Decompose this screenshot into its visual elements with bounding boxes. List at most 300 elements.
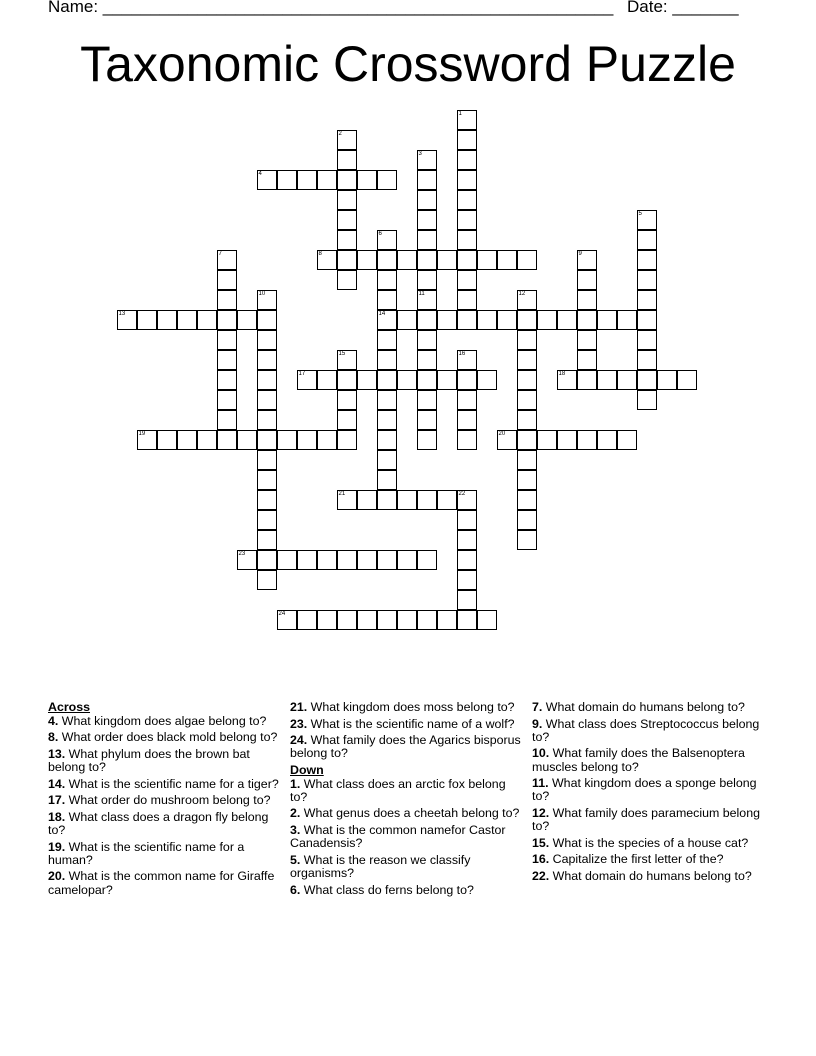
crossword-cell[interactable] (337, 250, 357, 270)
crossword-cell[interactable] (337, 490, 357, 510)
crossword-cell[interactable] (517, 410, 537, 430)
clue-text: What class does a dragon fly belong to? (48, 809, 269, 838)
crossword-cell[interactable] (537, 430, 557, 450)
crossword-cell[interactable] (137, 430, 157, 450)
crossword-cell[interactable] (217, 370, 237, 390)
crossword-cell[interactable] (417, 170, 437, 190)
across-clue (48, 748, 280, 774)
clue-number: 8 (318, 250, 322, 257)
clue-text: What family does the Balsenoptera muscles belong to? (532, 746, 745, 774)
crossword-cell[interactable] (517, 510, 537, 530)
crossword-cell[interactable] (637, 270, 657, 290)
clue-number-label: 5. (290, 852, 301, 867)
crossword-cell[interactable] (417, 550, 437, 570)
down-clue-list (290, 778, 522, 897)
crossword-cell[interactable] (517, 290, 537, 310)
crossword-cell[interactable] (517, 450, 537, 470)
across-clue (48, 870, 280, 896)
clue-text: What family does the Agarics bisporus belong to? (290, 733, 521, 761)
clue-text: What kingdom does moss belong to? (307, 700, 515, 714)
crossword-cell[interactable] (377, 450, 397, 470)
crossword-cell[interactable] (617, 430, 637, 450)
crossword-cell[interactable] (417, 490, 437, 510)
crossword-cell[interactable] (397, 310, 417, 330)
crossword-cell[interactable] (457, 210, 477, 230)
clue-text: What is the scientific name for a human? (48, 839, 245, 867)
crossword-cell[interactable] (457, 250, 477, 270)
crossword-cell[interactable] (377, 310, 397, 330)
down-clue (532, 777, 764, 803)
across-clue (48, 778, 280, 791)
clue-number: 24 (278, 610, 286, 617)
crossword-cell[interactable] (577, 270, 597, 290)
down-clue (290, 884, 522, 897)
crossword-cell[interactable] (617, 310, 637, 330)
across-clue (290, 734, 522, 760)
clue-text: What domain do humans belong to? (542, 700, 745, 714)
clue-column-3 (532, 701, 764, 887)
crossword-cell[interactable] (397, 610, 417, 630)
clue-text: What is the common namefor Castor Canadensis? (290, 823, 506, 851)
crossword-cell[interactable] (257, 490, 277, 510)
crossword-cell[interactable] (257, 430, 277, 450)
crossword-cell[interactable] (197, 430, 217, 450)
clue-number: 21 (338, 490, 346, 497)
crossword-cell[interactable] (517, 250, 537, 270)
crossword-cell[interactable] (517, 430, 537, 450)
clue-text: What class does an arctic fox belong to? (290, 776, 506, 804)
crossword-cell[interactable] (377, 270, 397, 290)
crossword-cell[interactable] (357, 550, 377, 570)
crossword-cell[interactable] (577, 370, 597, 390)
crossword-cell[interactable] (357, 370, 377, 390)
crossword-cell[interactable] (157, 430, 177, 450)
crossword-cell[interactable] (417, 350, 437, 370)
clue-number-label: 19. (48, 839, 66, 854)
crossword-cell[interactable] (257, 390, 277, 410)
crossword-cell[interactable] (217, 350, 237, 370)
across-clue (48, 841, 280, 867)
crossword-cell[interactable] (517, 330, 537, 350)
clue-number-label: 1. (290, 776, 301, 791)
crossword-cell[interactable] (477, 370, 497, 390)
crossword-cell[interactable] (457, 590, 477, 610)
crossword-cell[interactable] (337, 370, 357, 390)
crossword-cell[interactable] (457, 570, 477, 590)
clue-number: 11 (418, 290, 425, 297)
crossword-cell[interactable] (357, 610, 377, 630)
clue-column-2 (290, 701, 522, 900)
crossword-cell[interactable] (417, 310, 437, 330)
crossword-cell[interactable] (217, 310, 237, 330)
crossword-cell[interactable] (377, 350, 397, 370)
across-clue (48, 794, 280, 807)
clue-text: What class does Streptococcus belong to? (532, 716, 760, 744)
crossword-cell[interactable] (297, 170, 317, 190)
crossword-cell[interactable] (437, 610, 457, 630)
clue-number: 7 (218, 250, 222, 257)
crossword-cell[interactable] (517, 370, 537, 390)
clue-number: 9 (578, 250, 582, 257)
clue-number-label: 17. (48, 793, 66, 808)
crossword-cell[interactable] (217, 290, 237, 310)
crossword-cell[interactable] (257, 510, 277, 530)
clue-number: 2 (338, 130, 342, 137)
across-clue (48, 811, 280, 837)
crossword-cell[interactable] (297, 610, 317, 630)
across-clue-list-continued (290, 701, 522, 761)
crossword-cell[interactable] (417, 410, 437, 430)
down-clue-list-continued (532, 701, 764, 883)
crossword-cell[interactable] (577, 310, 597, 330)
crossword-cell[interactable] (417, 390, 437, 410)
crossword-cell[interactable] (577, 290, 597, 310)
crossword-cell[interactable] (517, 310, 537, 330)
crossword-cell[interactable] (257, 370, 277, 390)
crossword-cell[interactable] (457, 170, 477, 190)
clue-number-label: 11. (532, 776, 549, 791)
crossword-cell[interactable] (457, 610, 477, 630)
crossword-cell[interactable] (217, 250, 237, 270)
crossword-cell[interactable] (437, 250, 457, 270)
clue-number: 19 (138, 430, 146, 437)
crossword-cell[interactable] (177, 310, 197, 330)
crossword-cell[interactable] (317, 430, 337, 450)
crossword-cell[interactable] (217, 330, 237, 350)
crossword-cell[interactable] (497, 250, 517, 270)
crossword-cell[interactable] (217, 270, 237, 290)
crossword-cell[interactable] (417, 430, 437, 450)
crossword-cell[interactable] (257, 310, 277, 330)
crossword-cell[interactable] (277, 550, 297, 570)
clue-text: What kingdom does algae belong to? (58, 713, 267, 728)
crossword-cell[interactable] (297, 430, 317, 450)
down-clue (290, 824, 522, 850)
crossword-cell[interactable] (317, 250, 337, 270)
clue-number: 22 (458, 490, 466, 497)
clue-text: What phylum does the brown bat belong to? (48, 746, 250, 775)
clue-number-label: 10. (532, 746, 550, 761)
crossword-cell[interactable] (317, 170, 337, 190)
crossword-cell[interactable] (337, 150, 357, 170)
crossword-cell[interactable] (377, 410, 397, 430)
crossword-cell[interactable] (517, 530, 537, 550)
crossword-cell[interactable] (277, 170, 297, 190)
crossword-cell[interactable] (417, 290, 437, 310)
crossword-cell[interactable] (397, 250, 417, 270)
crossword-cell[interactable] (237, 550, 257, 570)
crossword-cell[interactable] (517, 390, 537, 410)
clue-text: What is the common name for Giraffe camelopar? (48, 869, 275, 897)
crossword-cell[interactable] (117, 310, 137, 330)
across-clue (48, 715, 280, 728)
across-clue (290, 701, 522, 714)
crossword-cell[interactable] (557, 310, 577, 330)
crossword-cell[interactable] (637, 210, 657, 230)
crossword-cell[interactable] (337, 270, 357, 290)
crossword-cell[interactable] (357, 490, 377, 510)
crossword-cell[interactable] (137, 310, 157, 330)
crossword-cell[interactable] (657, 370, 677, 390)
crossword-cell[interactable] (477, 250, 497, 270)
crossword-cell[interactable] (557, 370, 577, 390)
clue-number: 6 (378, 230, 382, 237)
crossword-cell[interactable] (457, 390, 477, 410)
clue-number: 3 (418, 150, 422, 157)
clue-number-label: 4. (48, 713, 59, 728)
crossword-cell[interactable] (377, 290, 397, 310)
crossword-cell[interactable] (377, 250, 397, 270)
crossword-cell[interactable] (197, 310, 217, 330)
crossword-cell[interactable] (457, 490, 477, 510)
clue-number-label: 7. (532, 700, 543, 714)
crossword-cell[interactable] (377, 330, 397, 350)
crossword-cell[interactable] (337, 410, 357, 430)
crossword-cell[interactable] (457, 370, 477, 390)
clue-text: What is the scientific name of a wolf? (307, 716, 515, 731)
crossword-cell[interactable] (637, 290, 657, 310)
clue-number: 15 (338, 350, 346, 357)
down-clue (532, 747, 764, 773)
clue-column-1 (48, 701, 280, 900)
clue-number-label: 2. (290, 806, 301, 821)
clue-number: 17 (298, 370, 306, 377)
crossword-cell[interactable] (417, 370, 437, 390)
crossword-cell[interactable] (337, 550, 357, 570)
crossword-cell[interactable] (477, 310, 497, 330)
down-clue (532, 853, 764, 866)
crossword-cell[interactable] (397, 490, 417, 510)
clue-number-label: 12. (532, 805, 550, 820)
clue-number: 23 (238, 550, 246, 557)
crossword-cell[interactable] (637, 370, 657, 390)
clue-text: What order does black mold belong to? (58, 730, 278, 745)
clue-number-label: 24. (290, 733, 308, 748)
crossword-cell[interactable] (457, 510, 477, 530)
crossword-cell[interactable] (457, 430, 477, 450)
down-clue (532, 807, 764, 833)
crossword-cell[interactable] (597, 370, 617, 390)
crossword-cell[interactable] (337, 190, 357, 210)
crossword-cell[interactable] (377, 170, 397, 190)
crossword-cell[interactable] (417, 610, 437, 630)
crossword-cell[interactable] (257, 290, 277, 310)
clue-text: What is the species of a house cat? (549, 835, 749, 850)
crossword-cell[interactable] (337, 230, 357, 250)
clue-number-label: 16. (532, 852, 550, 867)
crossword-cell[interactable] (417, 270, 437, 290)
clue-number: 12 (518, 290, 526, 297)
crossword-cell[interactable] (637, 310, 657, 330)
clue-number-label: 3. (290, 823, 301, 838)
clue-number-label: 23. (290, 716, 308, 731)
clue-number: 18 (558, 370, 566, 377)
down-clue (290, 778, 522, 804)
crossword-cell[interactable] (257, 330, 277, 350)
crossword-cell[interactable] (377, 430, 397, 450)
crossword-cell[interactable] (637, 230, 657, 250)
crossword-cell[interactable] (217, 410, 237, 430)
crossword-cell[interactable] (577, 250, 597, 270)
crossword-cell[interactable] (337, 430, 357, 450)
crossword-cell[interactable] (457, 530, 477, 550)
crossword-cell[interactable] (337, 390, 357, 410)
crossword-cell[interactable] (457, 290, 477, 310)
across-heading: Across (48, 700, 91, 714)
clue-number-label: 9. (532, 716, 543, 731)
clue-number: 20 (498, 430, 506, 437)
crossword-cell[interactable] (257, 410, 277, 430)
crossword-cell[interactable] (277, 430, 297, 450)
crossword-cell[interactable] (617, 370, 637, 390)
crossword-cell[interactable] (577, 430, 597, 450)
down-clue (290, 854, 522, 880)
clue-number-label: 18. (48, 809, 66, 824)
crossword-cell[interactable] (237, 310, 257, 330)
clue-number: 1 (458, 110, 462, 117)
crossword-cell[interactable] (517, 350, 537, 370)
crossword-cell[interactable] (357, 250, 377, 270)
crossword-cell[interactable] (457, 190, 477, 210)
crossword-cell[interactable] (337, 130, 357, 150)
clue-number: 10 (258, 290, 266, 297)
clue-text: What kingdom does a sponge belong to? (532, 776, 757, 804)
crossword-cell[interactable] (257, 170, 277, 190)
crossword-cell[interactable] (497, 310, 517, 330)
crossword-cell[interactable] (177, 430, 197, 450)
crossword-cell[interactable] (637, 390, 657, 410)
crossword-cell[interactable] (577, 350, 597, 370)
crossword-cell[interactable] (457, 550, 477, 570)
crossword-cell[interactable] (377, 390, 397, 410)
crossword-cell[interactable] (517, 470, 537, 490)
clue-number: 4 (258, 170, 262, 177)
crossword-cell[interactable] (557, 430, 577, 450)
crossword-cell[interactable] (377, 490, 397, 510)
clue-number: 16 (458, 350, 466, 357)
crossword-cell[interactable] (437, 370, 457, 390)
down-heading: Down (290, 762, 324, 777)
crossword-cell[interactable] (257, 550, 277, 570)
crossword-cell[interactable] (377, 610, 397, 630)
crossword-cell[interactable] (317, 370, 337, 390)
crossword-cell[interactable] (417, 150, 437, 170)
across-clue (290, 718, 522, 731)
clue-text: What is the reason we classify organisms? (290, 852, 471, 881)
crossword-cell[interactable] (597, 430, 617, 450)
crossword-cell[interactable] (437, 490, 457, 510)
crossword-cell[interactable] (377, 230, 397, 250)
crossword-cell[interactable] (417, 190, 437, 210)
crossword-cell[interactable] (377, 550, 397, 570)
clue-number: 5 (638, 210, 642, 217)
crossword-cell[interactable] (517, 490, 537, 510)
clue-number-label: 20. (48, 869, 66, 884)
across-clue (48, 731, 280, 744)
date-field-label: Date: _______ (627, 0, 739, 16)
crossword-cell[interactable] (337, 350, 357, 370)
crossword-cell[interactable] (417, 250, 437, 270)
crossword-cell[interactable] (157, 310, 177, 330)
crossword-cell[interactable] (317, 550, 337, 570)
down-clue (532, 870, 764, 883)
crossword-cell[interactable] (637, 330, 657, 350)
clue-number-label: 8. (48, 730, 59, 745)
crossword-cell[interactable] (477, 610, 497, 630)
across-clue-list (48, 715, 280, 897)
crossword-cell[interactable] (337, 610, 357, 630)
crossword-cell[interactable] (317, 610, 337, 630)
clue-number-label: 6. (290, 882, 301, 897)
crossword-cell[interactable] (417, 210, 437, 230)
crossword-cell[interactable] (457, 350, 477, 370)
name-field-label: Name: ______________________________________________________ (48, 0, 614, 16)
crossword-cell[interactable] (257, 470, 277, 490)
crossword-cell[interactable] (257, 450, 277, 470)
crossword-cell[interactable] (497, 430, 517, 450)
crossword-cell[interactable] (437, 310, 457, 330)
clue-text: What domain do humans belong to? (549, 868, 752, 883)
crossword-cell[interactable] (417, 330, 437, 350)
crossword-cell[interactable] (457, 270, 477, 290)
clue-number-label: 21. (290, 700, 308, 714)
crossword-cell[interactable] (237, 430, 257, 450)
crossword-cell[interactable] (597, 310, 617, 330)
crossword-cell[interactable] (457, 230, 477, 250)
crossword-cell[interactable] (257, 570, 277, 590)
crossword-cell[interactable] (417, 230, 437, 250)
clue-text: What is the scientific name for a tiger? (65, 776, 279, 791)
crossword-cell[interactable] (297, 550, 317, 570)
crossword-cell[interactable] (217, 390, 237, 410)
clue-text: What genus does a cheetah belong to? (300, 806, 520, 821)
down-clue (532, 837, 764, 850)
crossword-cell[interactable] (677, 370, 697, 390)
crossword-cell[interactable] (377, 370, 397, 390)
crossword-cell[interactable] (257, 530, 277, 550)
crossword-cell[interactable] (457, 150, 477, 170)
crossword-cell[interactable] (277, 610, 297, 630)
crossword-cell[interactable] (297, 370, 317, 390)
crossword-cell[interactable] (377, 470, 397, 490)
crossword-cell[interactable] (637, 350, 657, 370)
crossword-cell[interactable] (217, 430, 237, 450)
clue-text: What family does paramecium belong to? (532, 805, 760, 834)
crossword-cell[interactable] (537, 310, 557, 330)
clue-text: What order do mushroom belong to? (65, 793, 271, 808)
down-clue (290, 807, 522, 820)
crossword-cell[interactable] (637, 250, 657, 270)
clue-text: Capitalize the first letter of the? (549, 852, 724, 867)
clue-number-label: 15. (532, 835, 550, 850)
crossword-cell[interactable] (457, 310, 477, 330)
clue-number-label: 13. (48, 746, 66, 761)
down-clue (532, 701, 764, 714)
crossword-cell[interactable] (337, 170, 357, 190)
crossword-cell[interactable] (397, 550, 417, 570)
clue-text: What class do ferns belong to? (300, 882, 474, 897)
crossword-cell[interactable] (457, 130, 477, 150)
crossword-cell[interactable] (357, 170, 377, 190)
clue-number: 14 (378, 310, 386, 317)
crossword-cell[interactable] (337, 210, 357, 230)
crossword-cell[interactable] (257, 350, 277, 370)
crossword-cell[interactable] (457, 410, 477, 430)
down-clue (532, 718, 764, 744)
crossword-cell[interactable] (457, 110, 477, 130)
crossword-cell[interactable] (397, 370, 417, 390)
crossword-cell[interactable] (577, 330, 597, 350)
